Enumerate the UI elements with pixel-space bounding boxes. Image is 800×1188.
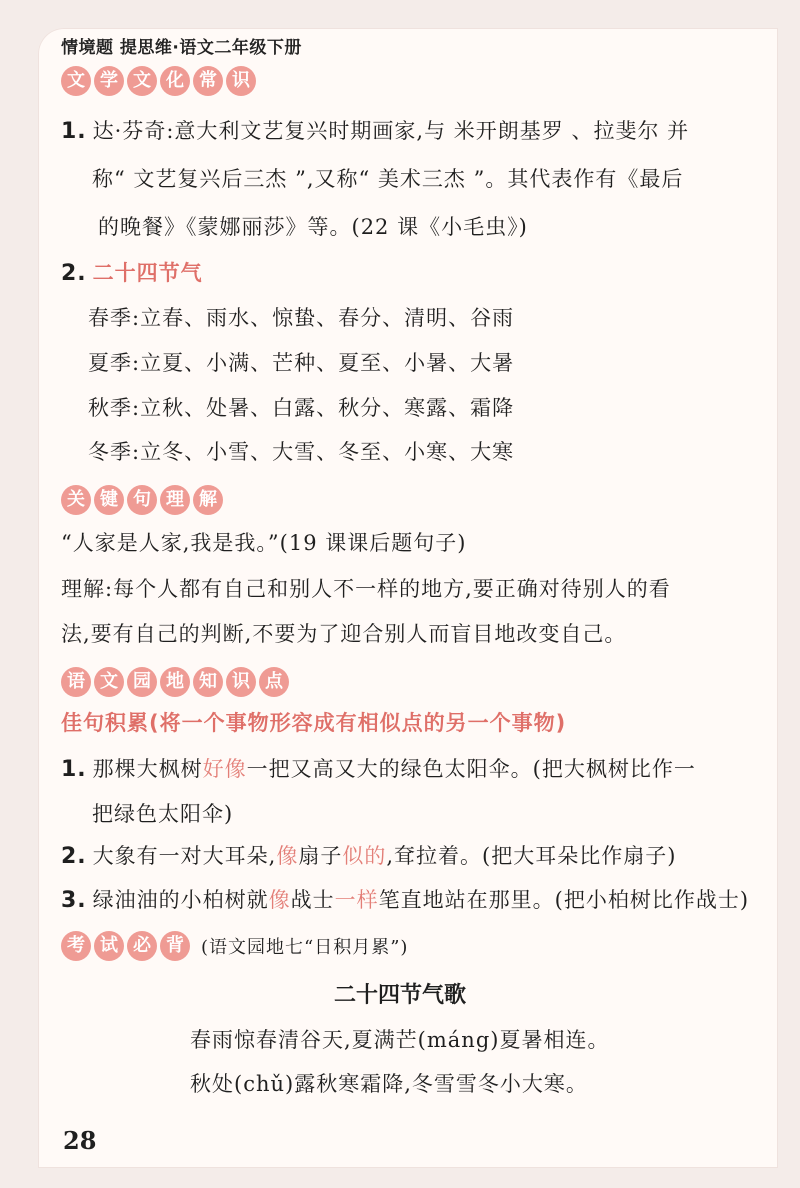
garden-item-1-a: 那棵大枫树 [92, 757, 203, 781]
tag-char: 园 [127, 667, 157, 697]
key-sentence-explanation-2: 法,要有自己的判断,不要为了迎合别人而盲目地改变自己。 [61, 622, 627, 646]
tag-char: 地 [160, 667, 190, 697]
garden-item-2-b: 扇子 [298, 844, 343, 868]
tag-char: 句 [127, 485, 157, 515]
poem-title: 二十四节气歌 [333, 983, 466, 1008]
tag-char: 知 [193, 667, 223, 697]
tag-char: 理 [160, 485, 190, 515]
culture-item-2-title-line [61, 258, 203, 289]
tag-char: 识 [226, 66, 256, 96]
tag-char: 文 [94, 667, 124, 697]
solar-terms-title: 二十四节气 [92, 261, 203, 285]
culture-item-1-text-3: 的晚餐》《蒙娜丽莎》等。(22 课《小毛虫》) [98, 215, 528, 239]
tag-char: 文 [61, 66, 91, 96]
tag-char: 文 [127, 66, 157, 96]
garden-item-3-c: 笔直地站在那里。(把小柏树比作战士) [378, 888, 750, 912]
poem-line-1: 春雨惊春清谷天,夏满芒(máng)夏暑相连。 [190, 1028, 610, 1052]
culture-item-1-text-1: 达·芬奇:意大利文艺复兴时期画家,与 米开朗基罗 、拉斐尔 并 [92, 119, 690, 143]
garden-item-3-highlight-2: 一样 [334, 888, 379, 912]
key-sentence-explanation-1: 理解:每个人都有自己和别人不一样的地方,要正确对待别人的看 [61, 577, 671, 601]
garden-item-1-highlight: 好像 [202, 757, 247, 781]
garden-item-1-line-1 [61, 754, 696, 785]
garden-item-2-highlight-1: 像 [276, 844, 299, 868]
tag-char: 化 [160, 66, 190, 96]
tag-char: 考 [61, 931, 91, 961]
culture-item-1-line-3 [98, 212, 528, 242]
winter-terms: 冬季:立冬、小雪、大雪、冬至、小寒、大寒 [88, 440, 515, 464]
tag-char: 试 [94, 931, 124, 961]
summer-terms: 夏季:立夏、小满、芒种、夏至、小暑、大暑 [88, 351, 515, 375]
spring-terms: 春季:立春、雨水、惊蛰、春分、清明、谷雨 [88, 306, 515, 330]
section-tag-sentence [61, 485, 223, 517]
tag-char: 关 [61, 485, 91, 515]
garden-item-1-line-2: 把绿色太阳伞) [92, 802, 234, 826]
tag-char: 背 [160, 931, 190, 961]
garden-item-2-c: ,耷拉着。(把大耳朵比作扇子) [386, 844, 677, 868]
item-number: 2. [61, 844, 87, 869]
garden-item-2 [61, 841, 676, 872]
item-number: 2. [61, 261, 87, 286]
section-tag-culture [61, 66, 256, 98]
tag-char: 语 [61, 667, 91, 697]
tag-char: 常 [193, 66, 223, 96]
item-number: 3. [61, 888, 87, 913]
section-tag-garden [61, 667, 289, 699]
item-number: 1. [61, 119, 87, 144]
tag-char: 识 [226, 667, 256, 697]
tag-char: 必 [127, 931, 157, 961]
page-header: 情境题 提思维·语文二年级下册 [61, 38, 302, 58]
garden-item-3-b: 战士 [290, 888, 335, 912]
garden-item-3-highlight-1: 像 [268, 888, 291, 912]
garden-item-3 [61, 885, 749, 916]
culture-item-1-line-1 [61, 116, 689, 147]
culture-item-1-text-2: 称“ 文艺复兴后三杰 ”,又称“ 美术三杰 ”。其代表作有《最后 [92, 167, 684, 191]
key-sentence-quote: “人家是人家,我是我。”(19 课课后题句子) [61, 531, 467, 555]
culture-item-1-line-2 [92, 164, 683, 194]
autumn-terms: 秋季:立秋、处暑、白露、秋分、寒露、霜降 [88, 396, 515, 420]
item-number: 1. [61, 757, 87, 782]
exam-note: (语文园地七“日积月累”) [201, 937, 409, 958]
garden-item-2-highlight-2: 似的 [342, 844, 387, 868]
section-tag-exam [61, 931, 190, 963]
garden-item-1-b: 一把又高又大的绿色太阳伞。(把大枫树比作一 [246, 757, 696, 781]
page-number: 28 [63, 1126, 97, 1155]
poem-line-2: 秋处(chǔ)露秋寒霜降,冬雪雪冬小大寒。 [190, 1072, 588, 1096]
tag-char: 解 [193, 485, 223, 515]
garden-item-2-a: 大象有一对大耳朵, [92, 844, 277, 868]
tag-char: 点 [259, 667, 289, 697]
tag-char: 学 [94, 66, 124, 96]
garden-item-3-a: 绿油油的小柏树就 [92, 888, 269, 912]
garden-subtitle: 佳句积累(将一个事物形容成有相似点的另一个事物) [61, 711, 567, 735]
tag-char: 键 [94, 485, 124, 515]
